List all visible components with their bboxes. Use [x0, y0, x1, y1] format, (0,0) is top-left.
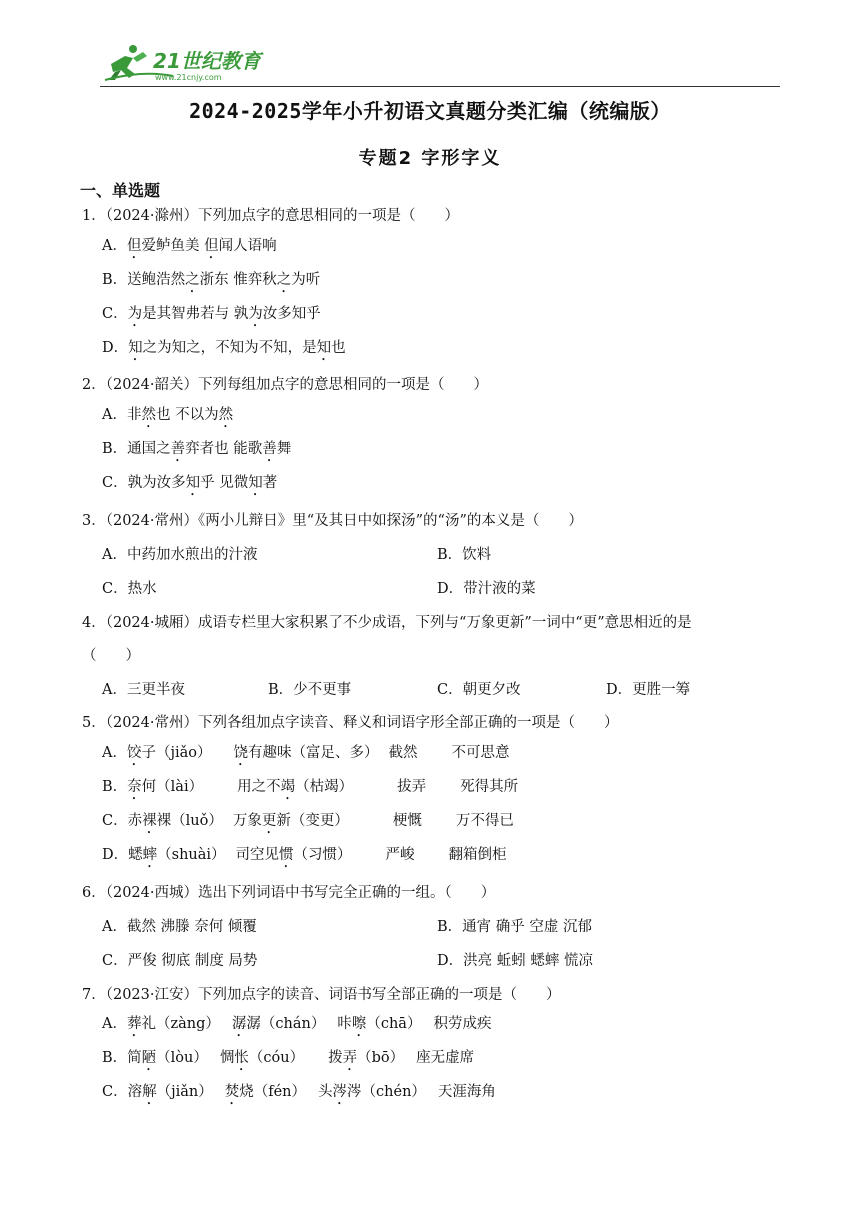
option-text: 简	[127, 1050, 142, 1066]
option-text: 用之不	[237, 779, 281, 795]
option-text: 通宵 确乎 空虚 沉郁	[462, 919, 592, 935]
q4-option-d[interactable]	[606, 680, 690, 700]
option-text: 也 不以为	[155, 407, 219, 423]
dotted-char: 但	[126, 238, 142, 254]
dotted-char: 陋	[141, 1050, 157, 1066]
dotted-char: 饶	[233, 745, 248, 761]
dotted-char: 潺	[231, 1016, 247, 1032]
dotted-char: 更	[261, 813, 277, 829]
dotted-char: 然	[218, 407, 234, 423]
dotted-char: 知	[185, 475, 201, 491]
dotted-char: 惯	[279, 847, 294, 863]
q4-option-c[interactable]	[437, 680, 521, 700]
option-text: 新（变更）	[276, 813, 349, 829]
option-label: A．	[102, 407, 127, 423]
option-text: 爱鲈鱼美	[141, 238, 205, 254]
q6-option-d[interactable]	[437, 951, 593, 971]
option-label: A．	[102, 547, 127, 563]
option-text: 潺（chán）	[246, 1016, 326, 1032]
option-text: 洪亮 蚯蚓 蟋蟀 慌凉	[463, 953, 593, 969]
option-text: 梗慨	[392, 813, 422, 829]
question-3-stem: 3．（2024·常州）《两小儿辩日》里“及其日中如探汤”的“汤”的本义是（ ）	[82, 513, 583, 529]
option-label: D．	[102, 847, 129, 863]
q2-option-a[interactable]	[102, 405, 233, 431]
option-text: 也	[331, 340, 346, 356]
question-4-stem-cont: （ ）	[82, 648, 140, 664]
question-5-stem: 5．（2024·常州）下列各组加点字读音、释义和词语字形全部正确的一项是（ ）	[82, 715, 619, 731]
option-text: 饮料	[462, 547, 492, 563]
option-text: 乎 见微	[200, 475, 249, 491]
dotted-char: 葬	[126, 1016, 142, 1032]
option-text: 为听	[291, 272, 321, 288]
logo	[103, 42, 273, 84]
option-label: D．	[437, 581, 464, 597]
dotted-char: 之	[185, 272, 200, 288]
option-text: 孰为汝多	[127, 475, 186, 491]
q6-option-a[interactable]	[102, 917, 257, 937]
option-text: 惆	[219, 1050, 235, 1066]
dotted-char: 知	[248, 475, 263, 491]
option-label: B．	[102, 779, 128, 795]
option-text: 少不更事	[293, 682, 352, 698]
option-text: 万象	[232, 813, 262, 829]
q3-option-a[interactable]	[102, 545, 257, 565]
option-text: 朝更夕改	[462, 682, 521, 698]
option-label: B．	[102, 272, 128, 288]
option-label: B．	[437, 919, 463, 935]
option-text: 涔（chén）	[347, 1084, 426, 1100]
option-text: 截然 沸滕 奈何 倾覆	[126, 919, 257, 935]
option-text: （lòu）	[156, 1050, 208, 1066]
option-text: （习惯）	[293, 847, 352, 863]
option-text: 万不得已	[455, 813, 514, 829]
option-text: 是其智弗若与 孰	[142, 306, 249, 322]
dotted-char: 涔	[332, 1084, 348, 1100]
option-text: 舞	[276, 441, 292, 457]
option-text: （shuài）	[157, 847, 226, 863]
dotted-char: 知	[128, 340, 143, 356]
option-text: 中药加水煎出的汁液	[126, 547, 258, 563]
option-label: C．	[102, 813, 128, 829]
option-label: C．	[102, 953, 128, 969]
question-6-stem: 6．（2024·西城）选出下列词语中书写完全正确的一组。（ ）	[82, 885, 496, 901]
page-subtitle: 专题2 字形字义	[358, 148, 502, 169]
question-4-stem: 4．（2024·城厢）成语专栏里大家积累了不少成语，下列与“万象更新”一词中“更”意思相近的是	[82, 615, 692, 631]
q5-option-c[interactable]	[102, 811, 514, 837]
q6-option-c[interactable]	[102, 951, 257, 971]
dotted-char: 为	[248, 306, 263, 322]
q3-option-b[interactable]	[437, 545, 491, 565]
dotted-char: 嚓	[351, 1016, 367, 1032]
option-text: 汝多知乎	[262, 306, 321, 322]
option-text: 带汁液的菜	[463, 581, 536, 597]
option-text: 更胜一筹	[632, 682, 691, 698]
option-text: 死得其所	[460, 779, 519, 795]
dotted-char: 然	[141, 407, 156, 423]
q5-option-a[interactable]	[102, 743, 510, 769]
option-label: B．	[437, 547, 463, 563]
option-text: 溶	[127, 1084, 143, 1100]
q5-option-b[interactable]	[102, 777, 518, 803]
option-text: 赤	[127, 813, 143, 829]
option-label: D．	[102, 340, 129, 356]
option-text: 截然	[388, 745, 418, 761]
section-heading: 一、单选题	[80, 181, 161, 200]
option-text: （bō）	[357, 1050, 405, 1066]
option-text: 咔	[337, 1016, 352, 1032]
dotted-char: 之	[276, 272, 292, 288]
q1-option-d[interactable]	[102, 338, 346, 364]
option-text: 头	[318, 1084, 333, 1100]
option-text: 三更半夜	[126, 682, 185, 698]
q3-option-c[interactable]	[102, 579, 157, 599]
option-label: D．	[437, 953, 464, 969]
q5-option-d[interactable]	[102, 845, 507, 871]
option-label: B．	[102, 1050, 128, 1066]
dotted-char: 蟀	[142, 847, 158, 863]
option-text: 有趣味（富足、多）	[248, 745, 379, 761]
option-text: 弈者也 能歌	[185, 441, 263, 457]
dotted-char: 善	[170, 441, 186, 457]
option-text: 著	[262, 475, 278, 491]
option-text: 裸（luǒ）	[156, 813, 223, 829]
q2-option-c[interactable]	[102, 473, 277, 499]
q1-option-b[interactable]	[102, 270, 320, 296]
option-text: 通国之	[127, 441, 171, 457]
page-title: 2024-2025学年小升初语文真题分类汇编（统编版）	[189, 99, 671, 123]
option-text: 拔弄	[397, 779, 427, 795]
option-text: （jiǎn）	[156, 1084, 213, 1100]
dotted-char: 饺	[126, 745, 142, 761]
question-7-stem: 7．（2023·江安）下列加点字的读音、词语书写全部正确的一项是（ ）	[82, 987, 561, 1003]
dotted-char: 知	[316, 340, 332, 356]
option-label: C．	[102, 581, 128, 597]
question-1-stem: 1．（2024·滁州）下列加点字的意思相同的一项是（ ）	[82, 208, 459, 224]
dotted-char: 奈	[127, 779, 142, 795]
q1-option-c[interactable]	[102, 304, 321, 330]
option-label: C．	[102, 475, 128, 491]
option-text: （枯竭）	[295, 779, 354, 795]
option-text: 司空见	[235, 847, 280, 863]
dotted-char: 竭	[280, 779, 296, 795]
option-label: D．	[606, 682, 633, 698]
q1-option-a[interactable]	[102, 236, 277, 262]
dotted-char: 裸	[142, 813, 157, 829]
q4-option-b[interactable]	[268, 680, 351, 700]
option-text: 烧（fén）	[239, 1084, 307, 1100]
option-text: 何（lài）	[141, 779, 204, 795]
q7-option-c[interactable]	[102, 1082, 496, 1108]
dotted-char: 怅	[234, 1050, 249, 1066]
option-text: 闻人语响	[218, 238, 277, 254]
option-text: 非	[126, 407, 142, 423]
option-text: 热水	[127, 581, 157, 597]
option-label: A．	[102, 1016, 127, 1032]
question-2-stem: 2．（2024·韶关）下列每组加点字的意思相同的一项是（ ）	[82, 377, 488, 393]
dotted-char: 为	[127, 306, 143, 322]
dotted-char: 焚	[224, 1084, 240, 1100]
dotted-char: 弄	[342, 1050, 358, 1066]
option-label: C．	[102, 306, 128, 322]
option-text: 翻箱倒柜	[448, 847, 507, 863]
option-label: C．	[102, 1084, 128, 1100]
dotted-char: 善	[262, 441, 277, 457]
option-text: 严峻	[385, 847, 415, 863]
q7-option-a[interactable]	[102, 1014, 491, 1040]
option-text: 拨	[328, 1050, 343, 1066]
option-label: C．	[437, 682, 463, 698]
logo-url: www.21cnjy.com	[155, 73, 222, 82]
q6-option-b[interactable]	[437, 917, 592, 937]
option-text: 严俊 彻底 制度 局势	[127, 953, 258, 969]
option-text: 子（jiǎo）	[141, 745, 212, 761]
option-label: A．	[102, 745, 127, 761]
option-text: 礼（zàng）	[141, 1016, 220, 1032]
logo-text: 21世纪教育	[153, 49, 261, 73]
option-label: A．	[102, 919, 127, 935]
q2-option-b[interactable]	[102, 439, 291, 465]
option-text: 送鲍浩然	[127, 272, 186, 288]
option-label: B．	[102, 441, 128, 457]
q7-option-b[interactable]	[102, 1048, 474, 1074]
header-rule	[100, 86, 780, 87]
option-label: B．	[268, 682, 294, 698]
option-text: 积劳成疾	[433, 1016, 492, 1032]
q4-option-a[interactable]	[102, 680, 185, 700]
dotted-char: 但	[204, 238, 219, 254]
option-label: A．	[102, 682, 127, 698]
q3-option-d[interactable]	[437, 579, 536, 599]
option-text: （cóu）	[248, 1050, 305, 1066]
dotted-char: 解	[142, 1084, 157, 1100]
option-text: 蟋	[128, 847, 143, 863]
option-text: 浙东 惟弈秋	[199, 272, 277, 288]
option-text: 天涯海角	[437, 1084, 496, 1100]
option-text: 之为知之，不知为不知，是	[142, 340, 317, 356]
option-text: （chā）	[366, 1016, 422, 1032]
option-label: A．	[102, 238, 127, 254]
option-text: 座无虚席	[416, 1050, 475, 1066]
option-text: 不可思意	[451, 745, 510, 761]
